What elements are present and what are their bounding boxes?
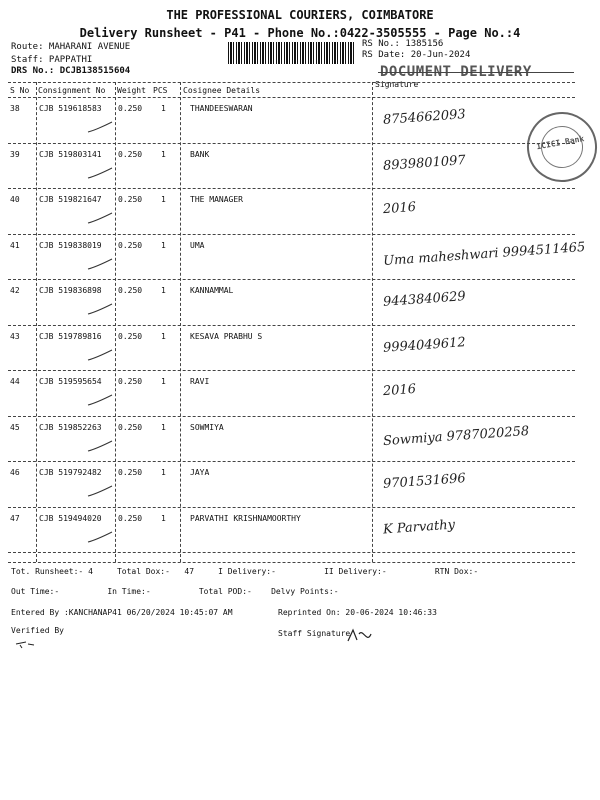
table-row (8, 280, 575, 324)
barcode-icon (228, 42, 356, 64)
cell-signature: Sowmiya 9787020258 (382, 423, 530, 449)
tick-mark-icon (86, 484, 116, 498)
cell-pcs: 1 (161, 377, 166, 386)
cell-consignment: CJB 519494020 (39, 513, 102, 523)
table-row (8, 98, 575, 142)
runsheet-title: THE PROFESSIONAL COURIERS, COIMBATORE (166, 8, 434, 22)
table-row (8, 144, 575, 188)
verified-by-label: Verified By (11, 626, 64, 635)
cell-weight: 0.250 (118, 104, 143, 113)
cell-consignment: CJB 519852263 (39, 422, 102, 432)
cell-pcs: 1 (161, 331, 166, 341)
totals-line: Tot. Runsheet:- 4 Total Dox:- 47 I Delivery:- II Delivery:- RTN Dox:- (11, 567, 479, 576)
cell-weight: 0.250 (118, 468, 143, 477)
cell-consignment: CJB 519803141 (39, 149, 102, 159)
col-header-consignee: Cosignee Details (183, 86, 261, 95)
cell-signature: 8939801097 (382, 152, 467, 174)
cell-sno: 38 (10, 104, 20, 113)
cell-signature: Uma maheshwari 9994511465 (382, 239, 586, 269)
cell-pcs: 1 (161, 468, 166, 477)
tick-mark-icon (86, 439, 116, 453)
stamp-strike-line (378, 72, 574, 73)
bank-seal-text: ICICI Bank (535, 134, 585, 152)
cell-signature: 2016 (382, 381, 417, 400)
cell-sno: 42 (10, 286, 20, 295)
cell-weight: 0.250 (118, 422, 143, 432)
table-top-rule (8, 82, 575, 83)
verified-signature (12, 636, 52, 650)
cell-consignment: CJB 519836898 (39, 286, 102, 295)
cell-weight: 0.250 (118, 331, 143, 341)
cell-consignee: UMA (190, 240, 205, 250)
cell-pcs: 1 (161, 104, 166, 113)
runsheet-subtitle: Delivery Runsheet - P41 - Phone No.:0422-3505555 - Page No.:4 (79, 26, 521, 40)
cell-sno: 39 (10, 149, 20, 159)
table-bottom-rule (8, 562, 575, 563)
table-row (8, 462, 575, 506)
cell-weight: 0.250 (118, 149, 143, 159)
col-divider (115, 82, 116, 562)
cell-pcs: 1 (161, 240, 166, 250)
staff-label: Staff: PAPPATHI (11, 55, 93, 65)
cell-signature: 9994049612 (382, 334, 467, 356)
cell-signature: 8754662093 (382, 107, 467, 128)
cell-weight: 0.250 (118, 286, 143, 295)
table-row (8, 326, 575, 370)
cell-sno: 44 (10, 377, 20, 386)
cell-consignee: JAYA (190, 468, 210, 477)
entered-by: Entered By :KANCHANAP41 06/20/2024 10:45:07 AM (11, 608, 233, 617)
staff-signature-mark (345, 626, 375, 646)
cell-consignment: CJB 519838019 (39, 240, 102, 250)
cell-consignee: SOWMIYA (190, 422, 224, 432)
cell-weight: 0.250 (118, 513, 143, 523)
cell-weight: 0.250 (118, 195, 143, 204)
cell-signature: K Parvathy (382, 517, 456, 537)
tick-mark-icon (86, 211, 116, 225)
cell-pcs: 1 (161, 286, 166, 295)
table-row (8, 508, 575, 552)
cell-sno: 47 (10, 513, 20, 523)
rs-date: RS Date: 20-Jun-2024 (362, 50, 471, 60)
tick-mark-icon (86, 530, 116, 544)
drs-number: DRS No.: DCJB138515604 (11, 66, 131, 76)
col-divider (180, 82, 181, 562)
table-row (8, 235, 586, 279)
tick-mark-icon (86, 120, 116, 134)
cell-sno: 41 (10, 240, 20, 250)
route-label: Route: MAHARANI AVENUE (11, 42, 131, 52)
cell-consignee: KANNAMMAL (190, 286, 234, 295)
cell-sno: 46 (10, 468, 20, 477)
cell-sno: 43 (10, 331, 20, 341)
rs-number: RS No.: 1385156 (362, 39, 444, 49)
document-delivery-stamp: DOCUMENT DELIVERY (380, 64, 532, 80)
cell-signature: 9701531696 (382, 471, 467, 492)
cell-consignee: THE MANAGER (190, 195, 243, 204)
cell-consignee: THANDEESWARAN (190, 104, 253, 113)
reprinted-on: Reprinted On: 20-06-2024 10:46:33 (278, 608, 437, 617)
col-header-sno: S No (10, 86, 30, 95)
table-row (8, 417, 575, 461)
cell-consignee: KESAVA PRABHU S (190, 331, 263, 341)
col-header-consignment: Consignment No (38, 86, 106, 95)
col-header-pcs: PCS (153, 86, 168, 95)
cell-signature: 2016 (382, 199, 417, 218)
cell-consignee: PARVATHI KRISHNAMOORTHY (190, 513, 301, 523)
time-line: Out Time:- In Time:- Total POD:- Delvy Points:- (11, 587, 339, 596)
tick-mark-icon (86, 348, 116, 362)
col-divider (372, 82, 373, 562)
tick-mark-icon (86, 166, 116, 180)
cell-weight: 0.250 (118, 377, 143, 386)
cell-consignment: CJB 519595654 (39, 377, 102, 386)
col-header-weight: Weight (117, 86, 146, 95)
cell-sno: 45 (10, 422, 20, 432)
row-rule (8, 552, 575, 553)
staff-signature-label: Staff Signature (278, 629, 351, 638)
cell-pcs: 1 (161, 149, 166, 159)
tick-mark-icon (86, 302, 116, 316)
col-divider (36, 82, 37, 562)
cell-consignment: CJB 519821647 (39, 195, 102, 204)
cell-sno: 40 (10, 195, 20, 204)
cell-pcs: 1 (161, 513, 166, 523)
table-row (8, 189, 575, 233)
cell-consignment: CJB 519792482 (39, 468, 102, 477)
cell-pcs: 1 (161, 195, 166, 204)
cell-consignment: CJB 519789816 (39, 331, 102, 341)
cell-consignee: RAVI (190, 377, 210, 386)
tick-mark-icon (86, 257, 116, 271)
cell-consignment: CJB 519618583 (39, 104, 102, 113)
cell-consignee: BANK (190, 149, 210, 159)
table-row (8, 371, 575, 415)
tick-mark-icon (86, 393, 116, 407)
cell-weight: 0.250 (118, 240, 143, 250)
col-header-signature: Signature (375, 80, 419, 89)
cell-pcs: 1 (161, 422, 166, 432)
cell-signature: 9443840629 (382, 289, 467, 310)
